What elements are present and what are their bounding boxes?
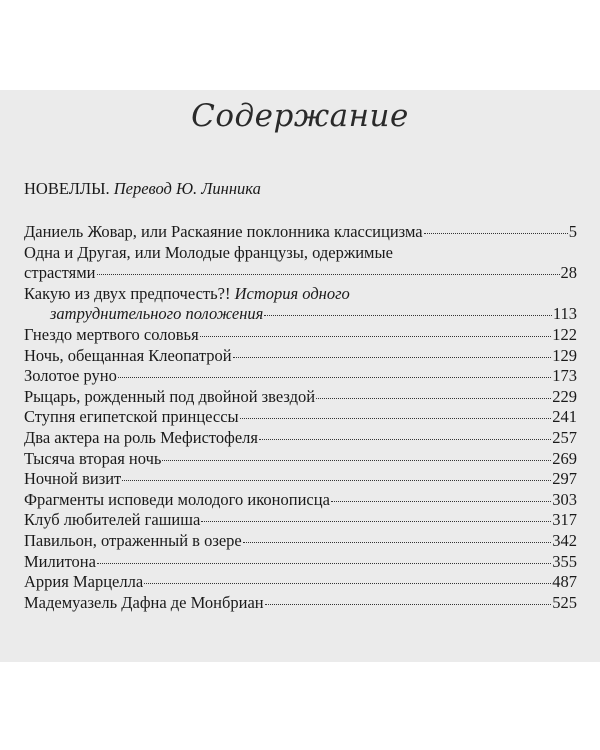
toc-entry	[24, 490, 577, 511]
dot-leader	[240, 414, 552, 419]
toc-entry-title: Одна и Другая, или Молодые французы, одержимые	[24, 242, 393, 262]
section-translator: Перевод Ю. Линника	[113, 179, 261, 198]
toc-entry-page: 525	[552, 592, 577, 612]
toc-entry	[24, 325, 577, 346]
toc-entry	[24, 572, 577, 593]
toc-entry-subtitle: История одного	[234, 283, 350, 303]
toc-entry-subtitle-cont: затруднительного положения	[50, 304, 264, 324]
toc-entry	[24, 407, 577, 428]
toc-entry	[24, 366, 577, 387]
dot-leader	[200, 332, 552, 337]
toc-entry-page: 342	[552, 530, 577, 550]
toc-entry-page: 113	[552, 304, 577, 324]
toc-entry-title: Павильон, отраженный в озере	[24, 530, 242, 550]
toc-entry-title: Ночь, обещанная Клеопатрой	[24, 345, 232, 365]
dot-leader	[97, 270, 560, 275]
toc-entry-title: Аррия Марцелла	[24, 572, 144, 592]
toc-entry-title: Ступня египетской принцессы	[24, 407, 239, 427]
toc-entry	[24, 428, 577, 449]
toc-entry-page: 229	[552, 386, 577, 406]
toc-entry-title: Два актера на роль Мефистофеля	[24, 427, 258, 447]
dot-leader	[144, 579, 551, 584]
toc-entry	[24, 346, 577, 367]
toc-entry-page: 241	[552, 407, 577, 427]
dot-leader	[162, 456, 551, 461]
book-page	[0, 90, 600, 662]
toc-entry	[24, 449, 577, 470]
toc-entry	[24, 387, 577, 408]
toc-entry-page: 122	[552, 324, 577, 344]
toc-entry	[24, 531, 577, 552]
toc-entry-page: 303	[552, 489, 577, 509]
toc-entry-title: Милитона	[24, 551, 96, 571]
toc-entry-page: 487	[552, 572, 577, 592]
toc-entry	[24, 222, 577, 243]
dot-leader	[265, 600, 552, 605]
toc-entry-page: 173	[552, 366, 577, 386]
toc-entry-page: 5	[568, 222, 577, 241]
toc-entry	[24, 243, 577, 264]
toc-entry-title: Клуб любителей гашиша	[24, 510, 201, 530]
contents-heading: Содержание	[191, 98, 409, 134]
toc-entry	[24, 284, 577, 305]
toc-entry-continuation	[24, 263, 577, 284]
dot-leader	[264, 311, 552, 316]
toc-entry-title: Мадемуазель Дафна де Монбриан	[24, 592, 264, 612]
toc-entry	[24, 552, 577, 573]
toc-entry-title: Золотое руно	[24, 366, 117, 386]
dot-leader	[201, 517, 551, 522]
dot-leader	[97, 559, 551, 564]
section-label: НОВЕЛЛЫ.	[24, 179, 110, 198]
dot-leader	[316, 394, 551, 399]
toc-entry-page: 257	[552, 427, 577, 447]
section-header	[24, 179, 261, 199]
dot-leader	[424, 229, 568, 234]
table-of-contents	[24, 222, 577, 613]
toc-entry-title: Фрагменты исповеди молодого иконописца	[24, 489, 330, 509]
toc-entry-title: Даниель Жовар, или Раскаяние поклонника классицизма	[24, 222, 423, 241]
toc-entry	[24, 593, 577, 614]
toc-entry-title: Гнездо мертвого соловья	[24, 324, 199, 344]
toc-entry-continuation	[24, 304, 577, 325]
toc-entry-page: 269	[552, 448, 577, 468]
toc-entry-page: 28	[560, 263, 577, 283]
toc-entry	[24, 469, 577, 490]
toc-entry-title: Ночной визит	[24, 469, 122, 489]
toc-entry-page: 317	[552, 510, 577, 530]
toc-entry-page: 355	[552, 551, 577, 571]
toc-entry-title-cont: страстями	[24, 263, 96, 283]
toc-entry-page: 129	[552, 345, 577, 365]
dot-leader	[331, 497, 551, 502]
dot-leader	[118, 373, 551, 378]
toc-entry-title: Рыцарь, рожденный под двойной звездой	[24, 386, 316, 406]
dot-leader	[233, 353, 552, 358]
toc-entry	[24, 510, 577, 531]
dot-leader	[122, 476, 551, 481]
dot-leader	[243, 538, 551, 543]
dot-leader	[259, 435, 551, 440]
toc-entry-title: Какую из двух предпочесть?!	[24, 283, 231, 303]
toc-entry-title: Тысяча вторая ночь	[24, 448, 162, 468]
toc-entry-page: 297	[552, 469, 577, 489]
